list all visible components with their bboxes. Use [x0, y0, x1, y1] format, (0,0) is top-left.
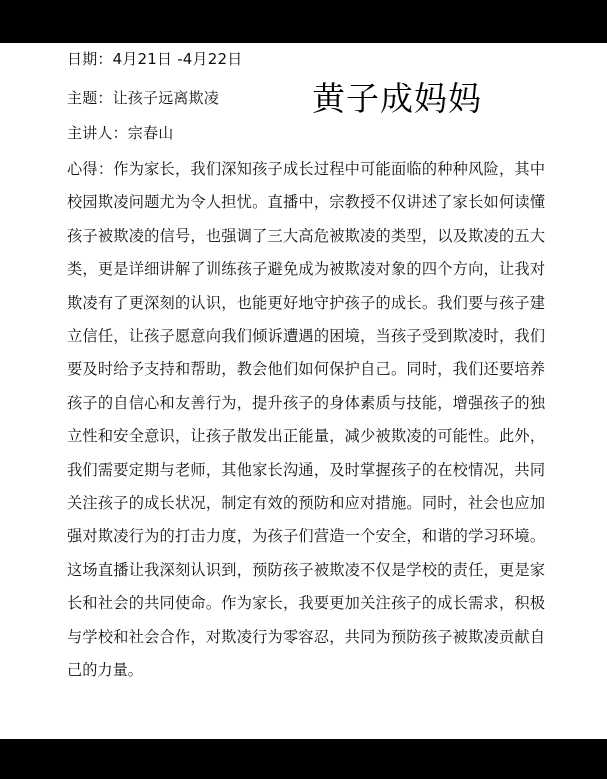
- reflection-paragraph: 心得：作为家长，我们深知孩子成长过程中可能面临的种种风险，其中校园欺凌问题尤为令人担忧。直播中，宗教授不仅讲述了家长如何读懂孩子被欺凌的信号，也强调了三大高危被欺凌的类型，以及欺凌的五大类，更是详细讲解了训练孩子避免成为被欺凌对象的四个方向，让我对欺凌有了更深刻的认识，也能更好地守护孩子的成长。我们要与孩子建立信任，让孩子愿意向我们倾诉遭遇的困境，当孩子受到欺凌时，我们要及时给予支持和帮助，教会他们如何保护自己。同时，我们还要培养孩子的自信心和友善行为，提升孩子的身体素质与技能，增强孩子的独立性和安全意识，让孩子散发出正能量，减少被欺凌的可能性。此外，我们需要定期与老师，其他家长沟通，及时掌握孩子的在校情况，共同关注孩子的成长状况，制定有效的预防和应对措施。同时，社会也应加强对欺凌行为的打击力度，为孩子们营造一个安全，和谐的学习环境。这场直播让我深刻认识到，预防孩子被欺凌不仅是学校的责任，更是家长和社会的共同使命。作为家长，我要更加关注孩子的成长需求，积极与学校和社会合作，对欺凌行为零容忍，共同为预防孩子被欺凌贡献自己的力量。: [67, 160, 545, 680]
- author-name: 黄子成妈妈: [312, 79, 482, 118]
- topic-line: 主题：让孩子远离欺凌: [67, 89, 220, 107]
- speaker-line: 主讲人：宗春山: [67, 124, 174, 142]
- document-page: [0, 43, 607, 739]
- date-line: 日期：4月21日 -4月22日: [67, 50, 243, 68]
